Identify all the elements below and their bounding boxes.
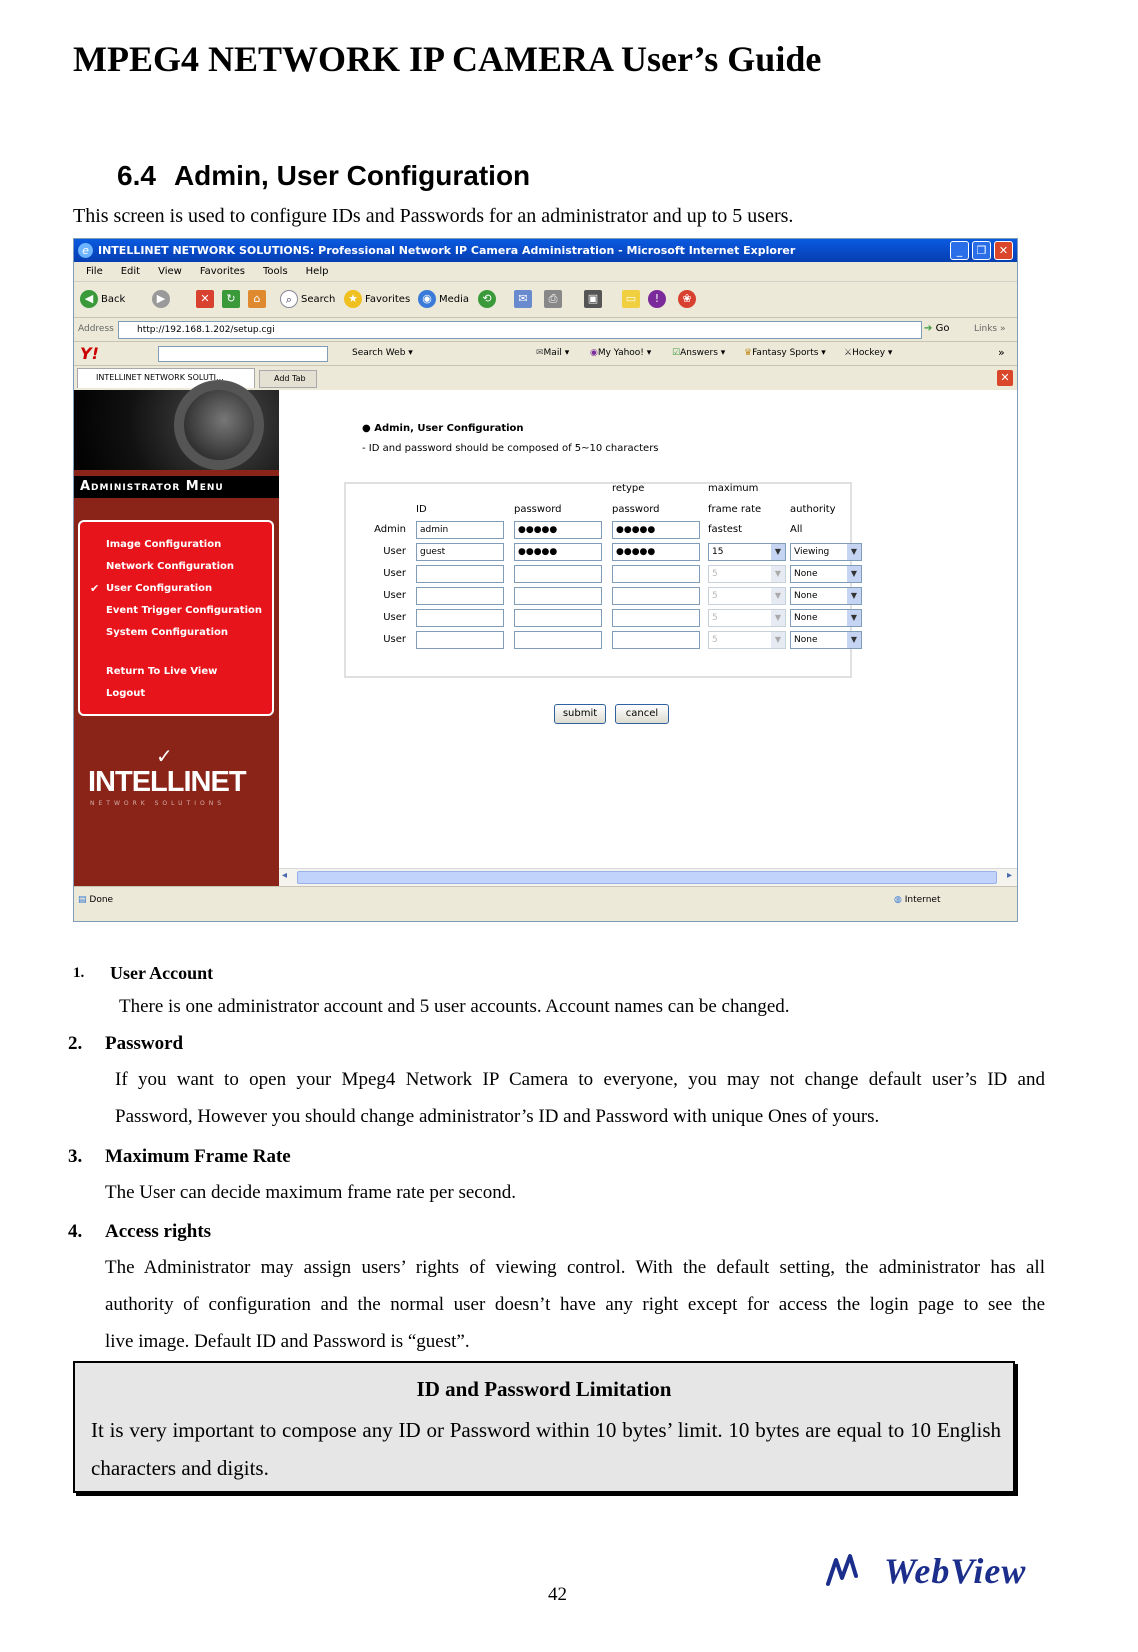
- panel-title: ● Admin, User Configuration: [362, 423, 524, 434]
- user4-authority-value: None: [794, 613, 818, 623]
- yahoo-search-web-button[interactable]: Search Web ▾: [352, 348, 413, 358]
- mail-icon: ✉: [514, 290, 532, 308]
- chevron-down-icon: ▼: [847, 566, 861, 582]
- menu-return-live-view[interactable]: Return To Live View: [106, 666, 218, 677]
- search-button[interactable]: [280, 290, 335, 310]
- status-zone: [894, 895, 940, 905]
- webview-logo: WebView: [884, 1551, 1027, 1591]
- menu-edit[interactable]: Edit: [120, 266, 141, 277]
- ie-logo-icon: e: [78, 243, 93, 258]
- intellinet-brand: INTELLINET: [88, 766, 246, 798]
- header-all: All: [790, 524, 803, 535]
- envelope-icon: ✉: [536, 348, 544, 358]
- refresh-button[interactable]: [222, 290, 243, 310]
- refresh-icon: ↻: [222, 290, 240, 308]
- user4-id-input[interactable]: [416, 609, 504, 627]
- header-authority: authority: [790, 504, 836, 515]
- address-bar: [74, 318, 1018, 342]
- user2-rate-value: 5: [712, 569, 718, 579]
- favorites-label: Favorites: [365, 294, 411, 305]
- menu-file[interactable]: File: [86, 266, 103, 277]
- back-label: Back: [101, 294, 126, 305]
- go-button[interactable]: [924, 323, 949, 334]
- chevron-down-icon: ▼: [771, 632, 785, 648]
- msn-butterfly-icon: ❀: [678, 290, 696, 308]
- history-icon: ⟲: [478, 290, 496, 308]
- user1-authority-value: Viewing: [794, 547, 830, 557]
- user4-password-input[interactable]: [514, 609, 602, 627]
- hockey-button[interactable]: ⚔Hockey ▾: [844, 348, 893, 358]
- menu-view[interactable]: View: [158, 266, 182, 277]
- item-2-title: Password: [105, 1033, 184, 1054]
- menu-favorites[interactable]: Favorites: [199, 266, 246, 277]
- hockey-icon: ⚔: [844, 348, 853, 358]
- section-heading: [117, 160, 530, 192]
- star-icon: ★: [344, 290, 362, 308]
- media-label: Media: [439, 294, 470, 305]
- menu-tools[interactable]: Tools: [263, 266, 288, 277]
- limitation-note: [73, 1361, 1015, 1493]
- hockey-label: Hockey: [852, 348, 886, 358]
- mail-button[interactable]: [514, 290, 535, 310]
- row-label-user-4: User: [383, 612, 406, 623]
- edit-icon: ▣: [584, 290, 602, 308]
- scroll-right-icon[interactable]: ▸: [1007, 870, 1013, 881]
- status-done-text: Done: [89, 895, 114, 905]
- search-web-label: Search Web: [352, 348, 406, 358]
- user5-authority-value: None: [794, 635, 818, 645]
- user4-rate-select[interactable]: [708, 609, 786, 627]
- webview-logo-icon: [826, 1550, 880, 1590]
- menu-system-configuration[interactable]: System Configuration: [106, 627, 229, 638]
- row-label-user-2: User: [383, 568, 406, 579]
- user1-rate-select[interactable]: [708, 543, 786, 561]
- user3-rate-select[interactable]: [708, 587, 786, 605]
- my-yahoo-button[interactable]: ◉My Yahoo! ▾: [590, 348, 652, 358]
- discuss-button[interactable]: [622, 290, 643, 310]
- user5-authority-select[interactable]: [790, 631, 862, 649]
- chevron-down-icon: ▼: [847, 544, 861, 560]
- messenger-button[interactable]: [648, 290, 669, 310]
- chevron-down-icon: ▼: [847, 632, 861, 648]
- chevron-down-icon: ▼: [771, 566, 785, 582]
- user2-authority-value: None: [794, 569, 818, 579]
- header-id: ID: [416, 504, 427, 515]
- go-label: Go: [935, 323, 950, 334]
- media-button[interactable]: [418, 290, 469, 310]
- answers-icon: ☑: [672, 348, 681, 358]
- chevron-down-icon: ▼: [771, 544, 785, 560]
- item-4-text-line-3: live image. Default ID and Password is “guest”.: [105, 1331, 470, 1352]
- note-text: It is very important to compose any ID or Password within 10 bytes’ limit. 10 bytes are equal to 10 English characters and digits.: [91, 1418, 1001, 1480]
- intro-text: This screen is used to configure IDs and Passwords for an administrator and up to 5 users.: [73, 205, 794, 227]
- item-1-number: 1.: [73, 965, 85, 981]
- chevron-down-icon: ▼: [847, 610, 861, 626]
- intellinet-brand-sub: NETWORK SOLUTIONS: [90, 800, 226, 807]
- status-bar: [74, 886, 1018, 922]
- panel-title-text: Admin, User Configuration: [374, 423, 524, 434]
- header-retype-password: password: [612, 504, 660, 515]
- item-3-number: 3.: [68, 1146, 83, 1167]
- row-label-admin: Admin: [374, 524, 406, 535]
- user3-password-input[interactable]: [514, 587, 602, 605]
- admin-menu-title: Administrator Menu: [74, 476, 279, 498]
- toolbar: [74, 282, 1018, 318]
- user5-retype-input[interactable]: [612, 631, 700, 649]
- user3-authority-select[interactable]: [790, 587, 862, 605]
- camera-lens-icon: [174, 380, 264, 470]
- trophy-icon: ♛: [744, 348, 753, 358]
- forward-arrow-icon: ▶: [152, 290, 170, 308]
- stop-icon: ✕: [196, 290, 214, 308]
- folder-icon: ▭: [622, 290, 640, 308]
- header-retype: retype: [612, 483, 645, 494]
- section-title: Admin, User Configuration: [173, 160, 531, 191]
- address-input[interactable]: http://192.168.1.202/setup.cgi: [118, 321, 922, 339]
- intellinet-logo-icon: ✓: [156, 744, 173, 768]
- item-4-text-line-1: The Administrator may assign users’ rights of viewing control. With the default setting, the administrator has all: [105, 1257, 1045, 1278]
- user4-rate-value: 5: [712, 613, 718, 623]
- item-4-number: 4.: [68, 1221, 83, 1242]
- page-content: [74, 390, 1018, 886]
- page-number: 42: [548, 1584, 567, 1605]
- yahoo-toolbar: [74, 342, 1018, 366]
- media-icon: ◉: [418, 290, 436, 308]
- user5-id-input[interactable]: [416, 631, 504, 649]
- user1-rate-value: 15: [712, 547, 724, 557]
- submit-button[interactable]: submit: [554, 704, 606, 724]
- stop-button[interactable]: [196, 290, 217, 310]
- search-label: Search: [301, 294, 336, 305]
- header-maximum: maximum: [708, 483, 759, 494]
- admin-retype-input[interactable]: ●●●●●: [612, 521, 700, 539]
- print-icon: ⎙: [544, 290, 562, 308]
- user2-rate-select[interactable]: [708, 565, 786, 583]
- chevron-down-icon: ▼: [847, 588, 861, 604]
- yahoo-mail-button[interactable]: ✉Mail ▾: [536, 348, 570, 358]
- user3-authority-value: None: [794, 591, 818, 601]
- user5-password-input[interactable]: [514, 631, 602, 649]
- globe-icon: ◍: [894, 895, 902, 905]
- item-4-text-line-2: authority of configuration and the normal user doesn’t have any right except for access the login page to see the: [105, 1294, 1045, 1315]
- menu-user-configuration[interactable]: User Configuration: [106, 583, 213, 594]
- document-title: MPEG4 NETWORK IP CAMERA User’s Guide: [73, 39, 822, 79]
- user1-id-input[interactable]: guest: [416, 543, 504, 561]
- menu-help[interactable]: Help: [305, 266, 329, 277]
- user3-retype-input[interactable]: [612, 587, 700, 605]
- answers-button[interactable]: ☑Answers ▾: [672, 348, 726, 358]
- fantasy-sports-button[interactable]: ♛Fantasy Sports ▾: [744, 348, 826, 358]
- admin-sidebar: [74, 390, 279, 886]
- admin-menu: [78, 520, 274, 716]
- item-4-title: Access rights: [105, 1221, 212, 1242]
- user2-id-input[interactable]: [416, 565, 504, 583]
- close-tab-icon[interactable]: ✕: [997, 370, 1013, 386]
- user2-authority-select[interactable]: [790, 565, 862, 583]
- panel-note: - ID and password should be composed of 5~10 characters: [362, 443, 659, 454]
- yahoo-mail-label: Mail: [543, 348, 562, 358]
- links-button[interactable]: Links »: [974, 324, 1006, 334]
- fantasy-sports-label: Fantasy Sports: [752, 348, 819, 358]
- menu-event-trigger-configuration[interactable]: Event Trigger Configuration: [106, 605, 263, 616]
- yahoo-search-input[interactable]: [158, 346, 328, 362]
- item-1-text: There is one administrator account and 5 user accounts. Account names can be changed.: [119, 996, 790, 1017]
- user2-retype-input[interactable]: [612, 565, 700, 583]
- edit-button[interactable]: [584, 290, 605, 310]
- user3-rate-value: 5: [712, 591, 718, 601]
- links-label: Links: [974, 324, 998, 334]
- yahoo-logo-icon[interactable]: Y!: [80, 344, 99, 363]
- maximize-button[interactable]: ❐: [972, 241, 991, 260]
- history-button[interactable]: [478, 290, 499, 310]
- header-password: password: [514, 504, 562, 515]
- cancel-button[interactable]: cancel: [615, 704, 669, 724]
- close-window-button[interactable]: ✕: [994, 241, 1013, 260]
- header-frame-rate: frame rate: [708, 504, 762, 515]
- yahoo-messenger-icon: !: [648, 290, 666, 308]
- menu-logout[interactable]: Logout: [106, 688, 146, 699]
- page-icon: ▤: [78, 895, 87, 905]
- row-label-user-1: User: [383, 546, 406, 557]
- tab-intellinet[interactable]: INTELLINET NETWORK SOLUTI...: [77, 368, 255, 388]
- header-fastest: fastest: [708, 524, 743, 535]
- home-icon: ⌂: [248, 290, 266, 308]
- chevron-down-icon: ▼: [771, 610, 785, 626]
- user2-password-input[interactable]: [514, 565, 602, 583]
- window-title: INTELLINET NETWORK SOLUTIONS: Professional Network IP Camera Administration - Microsoft Internet Explorer: [74, 239, 1018, 262]
- address-label: Address: [78, 324, 114, 334]
- go-arrow-icon: ➔: [924, 323, 933, 334]
- scrollbar-thumb[interactable]: [297, 871, 997, 884]
- minimize-button[interactable]: _: [950, 241, 969, 260]
- answers-label: Answers: [680, 348, 718, 358]
- admin-id-input[interactable]: admin: [416, 521, 504, 539]
- my-yahoo-icon: ◉: [590, 348, 598, 358]
- user1-password-input[interactable]: ●●●●●: [514, 543, 602, 561]
- back-button[interactable]: [80, 290, 125, 310]
- back-arrow-icon: ◀: [80, 290, 98, 308]
- menu-network-configuration[interactable]: Network Configuration: [106, 561, 234, 572]
- row-label-user-5: User: [383, 634, 406, 645]
- print-button[interactable]: [544, 290, 565, 310]
- row-label-user-3: User: [383, 590, 406, 601]
- item-3-text: The User can decide maximum frame rate per second.: [105, 1182, 516, 1203]
- item-2-number: 2.: [68, 1033, 83, 1054]
- menu-bar: [74, 262, 1018, 282]
- scroll-left-icon[interactable]: ◂: [282, 870, 288, 881]
- forward-button[interactable]: [152, 290, 173, 310]
- admin-password-input[interactable]: ●●●●●: [514, 521, 602, 539]
- note-title: ID and Password Limitation: [416, 1377, 672, 1401]
- item-2-text-line-1: If you want to open your Mpeg4 Network IP Camera to everyone, you may not change default user’s ID and: [115, 1069, 1045, 1090]
- favorites-button[interactable]: [344, 290, 410, 310]
- search-icon: ⌕: [280, 290, 298, 308]
- user5-rate-select[interactable]: [708, 631, 786, 649]
- user4-authority-select[interactable]: [790, 609, 862, 627]
- my-yahoo-label: My Yahoo!: [597, 348, 644, 358]
- user4-retype-input[interactable]: [612, 609, 700, 627]
- user5-rate-value: 5: [712, 635, 718, 645]
- item-3-title: Maximum Frame Rate: [105, 1146, 291, 1167]
- add-tab-button[interactable]: Add Tab: [259, 370, 317, 388]
- home-button[interactable]: [248, 290, 269, 310]
- menu-image-configuration[interactable]: Image Configuration: [106, 539, 222, 550]
- user3-id-input[interactable]: [416, 587, 504, 605]
- status-zone-text: Internet: [904, 895, 941, 905]
- user1-authority-select[interactable]: [790, 543, 862, 561]
- toolbar-overflow-icon[interactable]: »: [998, 346, 1005, 359]
- checkmark-icon: ✔: [90, 582, 100, 595]
- chevron-down-icon: ▼: [771, 588, 785, 604]
- section-number: 6.4: [117, 160, 156, 191]
- status-done: [78, 895, 113, 905]
- browser-screenshot: [73, 238, 1018, 922]
- msn-button[interactable]: [678, 290, 699, 310]
- item-2-text-line-2: Password, However you should change administrator’s ID and Password with unique Ones of yours.: [115, 1106, 880, 1127]
- horizontal-scrollbar[interactable]: [279, 868, 1018, 886]
- user1-retype-input[interactable]: ●●●●●: [612, 543, 700, 561]
- item-1-title: User Account: [110, 963, 214, 983]
- camera-image: [74, 390, 279, 470]
